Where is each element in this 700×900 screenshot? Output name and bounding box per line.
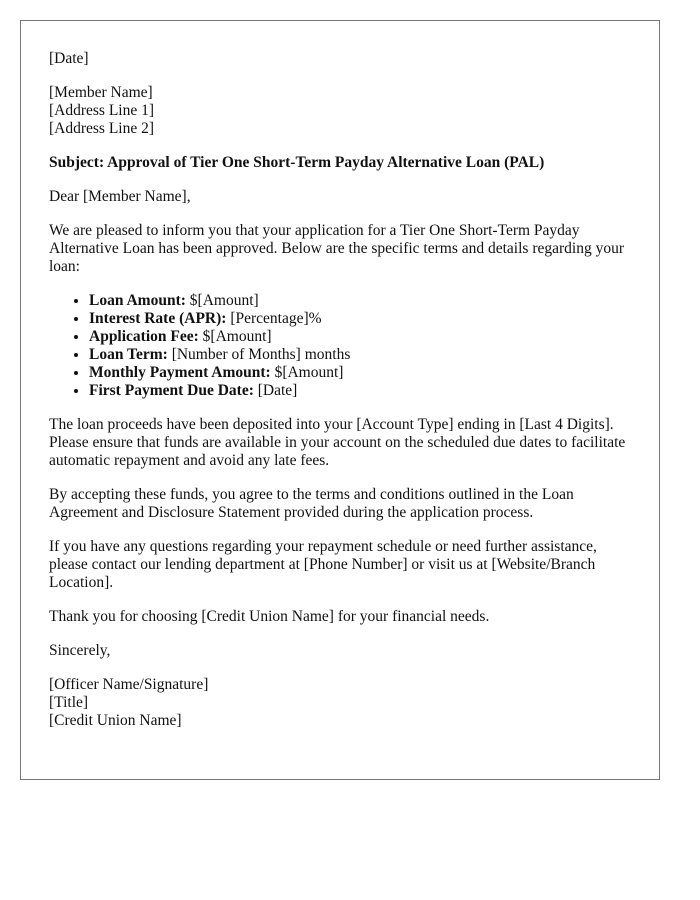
term-label: Monthly Payment Amount: (89, 364, 271, 381)
term-loan-amount (89, 292, 631, 310)
closing: Sincerely, (49, 642, 111, 659)
term-loan-term (89, 346, 631, 364)
term-label: Interest Rate (APR): (89, 310, 227, 327)
questions-paragraph: If you have any questions regarding your repayment schedule or need further assistance, please contact our lending department at [Phone Number] or visit us at [Website/Branch Location]. (49, 538, 597, 591)
term-application-fee (89, 328, 631, 346)
agreement-paragraph: By accepting these funds, you agree to the terms and conditions outlined in the Loan Agreement and Disclosure Statement provided during the application process. (49, 486, 574, 521)
deposit-paragraph: The loan proceeds have been deposited into your [Account Type] ending in [Last 4 Digits]. Please ensure that funds are available in your account on the scheduled due dates to facilitate automatic repayment and avoid any late fees. (49, 416, 626, 469)
term-value: [Number of Months] months (167, 346, 351, 363)
recipient-address (49, 84, 631, 138)
term-value: $[Amount] (270, 364, 344, 381)
thanks-paragraph: Thank you for choosing [Credit Union Name] for your financial needs. (49, 608, 490, 625)
recipient-name: [Member Name] (49, 84, 153, 101)
term-label: Application Fee: (89, 328, 199, 345)
term-value: [Date] (253, 382, 298, 399)
term-value: $[Amount] (185, 292, 259, 309)
term-label: First Payment Due Date: (89, 382, 254, 399)
salutation: Dear [Member Name], (49, 188, 191, 205)
intro-paragraph: We are pleased to inform you that your application for a Tier One Short-Term Payday Alternative Loan has been approved. Below are the specific terms and details regarding your loan: (49, 222, 625, 275)
loan-terms-list (49, 292, 631, 400)
letter-page (20, 20, 660, 780)
letter-date: [Date] (49, 50, 89, 67)
term-interest-rate (89, 310, 631, 328)
term-first-payment-date (89, 382, 631, 400)
officer-name: [Officer Name/Signature] (49, 676, 209, 693)
address-line-2: [Address Line 2] (49, 120, 155, 137)
address-line-1: [Address Line 1] (49, 102, 155, 119)
term-value: [Percentage]% (226, 310, 322, 327)
term-value: $[Amount] (198, 328, 272, 345)
letter-subject: Subject: Approval of Tier One Short-Term Payday Alternative Loan (PAL) (49, 154, 545, 171)
term-monthly-payment (89, 364, 631, 382)
credit-union-name: [Credit Union Name] (49, 712, 182, 729)
term-label: Loan Amount: (89, 292, 186, 309)
officer-title: [Title] (49, 694, 89, 711)
signature-block (49, 676, 631, 730)
term-label: Loan Term: (89, 346, 168, 363)
